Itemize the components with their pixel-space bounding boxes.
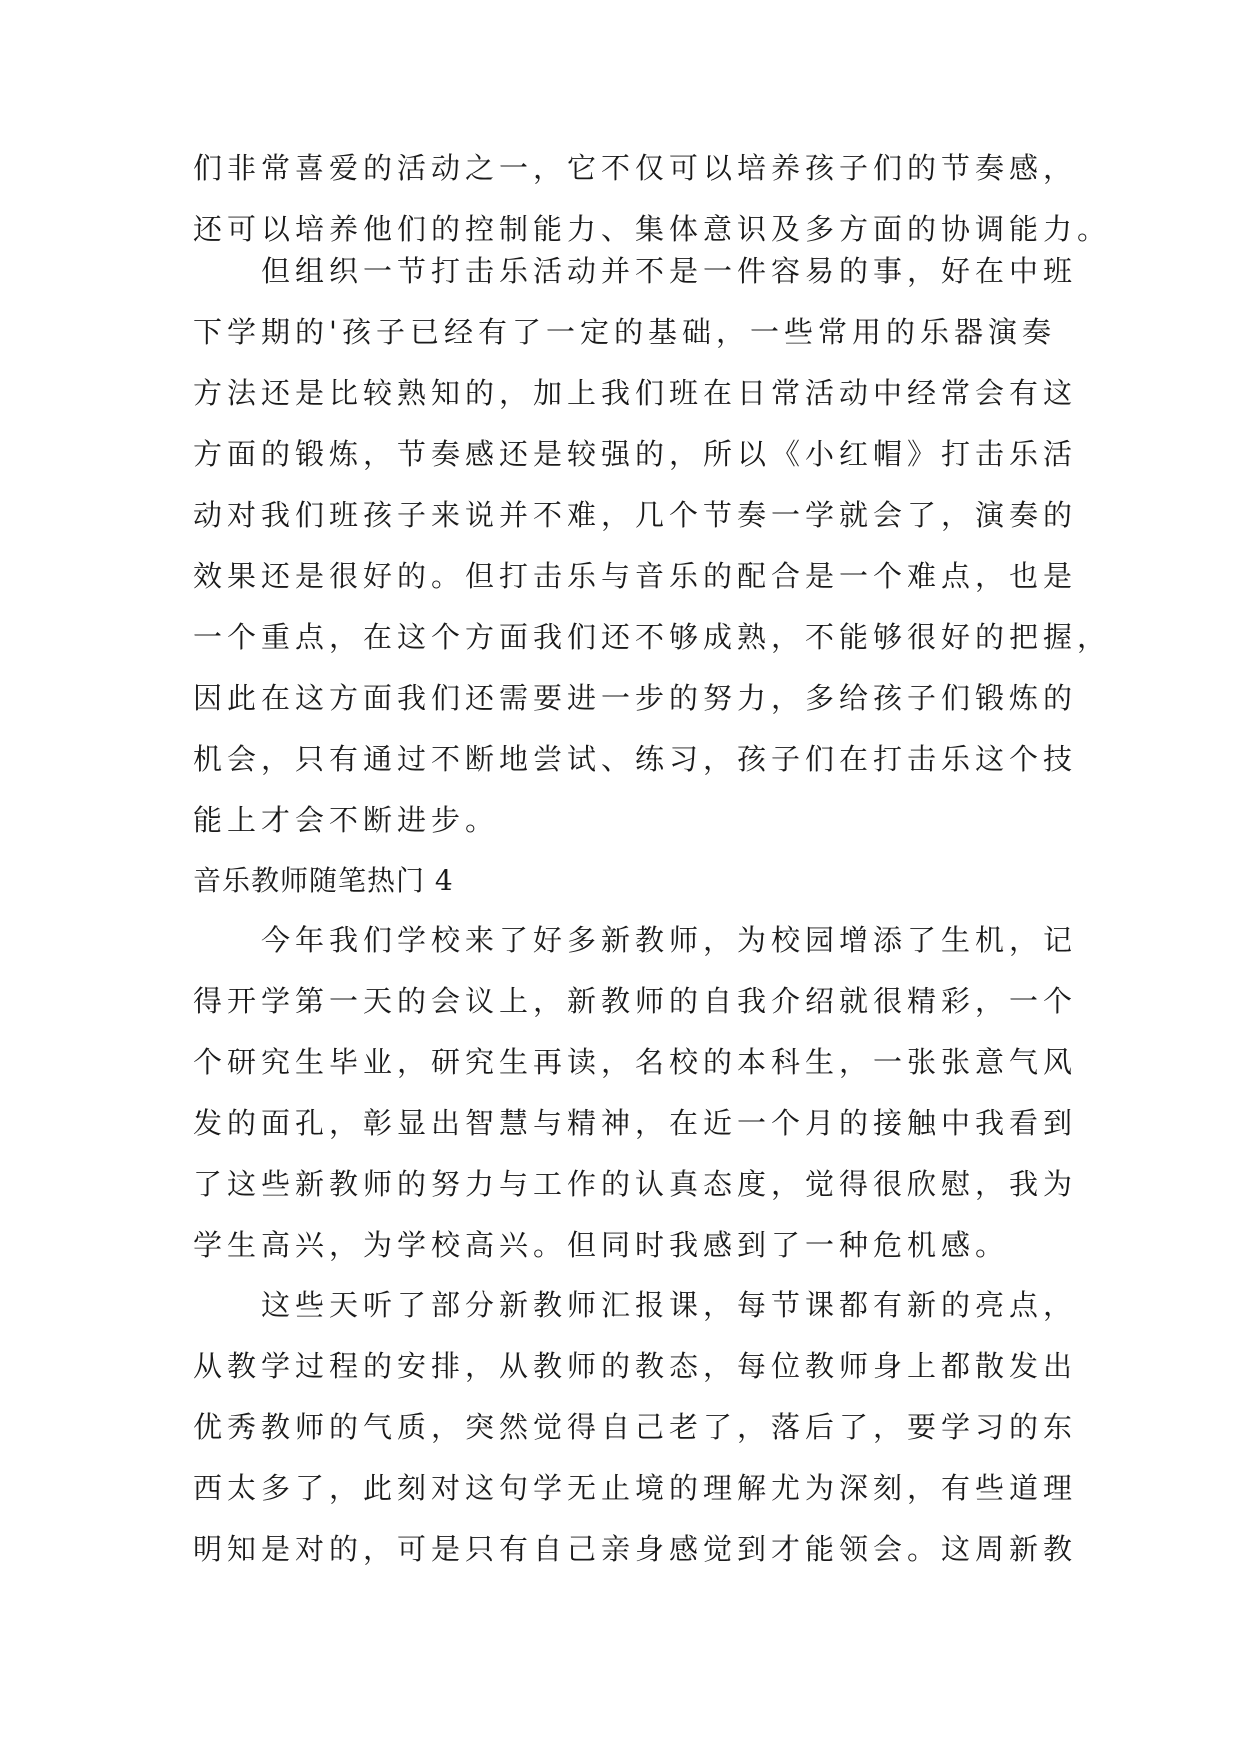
text-line: 明知是对的，可是只有自己亲身感觉到才能领会。这周新教 — [193, 1532, 1078, 1566]
section-heading: 音乐教师随笔热门 4 — [193, 864, 454, 897]
section-heading-block — [193, 851, 1093, 910]
text-line: 西太多了，此刻对这句学无止境的理解尤为深刻，有些道理 — [193, 1471, 1078, 1505]
text-line: 学生高兴，为学校高兴。但同时我感到了一种危机感。 — [193, 1228, 1010, 1262]
text-line: 能上才会不断进步。 — [193, 803, 500, 837]
text-line: 还可以培养他们的控制能力、集体意识及多方面的协调能力。 — [193, 212, 1112, 246]
text-line: 机会，只有通过不断地尝试、练习，孩子们在打击乐这个技 — [193, 742, 1078, 776]
text-line: 今年我们学校来了好多新教师，为校园增添了生机，记 — [193, 923, 1078, 957]
paragraph-percussion — [193, 241, 1112, 851]
text-line: 但组织一节打击乐活动并不是一件容易的事，好在中班 — [193, 254, 1078, 288]
text-line: 发的面孔，彰显出智慧与精神，在近一个月的接触中我看到 — [193, 1106, 1078, 1140]
text-line: 方面的锻炼，节奏感还是较强的，所以《小红帽》打击乐活 — [193, 437, 1078, 471]
text-line: 因此在这方面我们还需要进一步的努力，多给孩子们锻炼的 — [193, 681, 1078, 715]
text-line: 效果还是很好的。但打击乐与音乐的配合是一个难点，也是 — [193, 559, 1078, 593]
text-line: 从教学过程的安排，从教师的教态，每位教师身上都散发出 — [193, 1349, 1078, 1383]
text-line: 优秀教师的气质，突然觉得自己老了，落后了，要学习的东 — [193, 1410, 1078, 1444]
text-line: 了这些新教师的努力与工作的认真态度，觉得很欣慰，我为 — [193, 1167, 1078, 1201]
paragraph-new-teachers — [193, 910, 1093, 1276]
text-line: 们非常喜爱的活动之一，它不仅可以培养孩子们的节奏感， — [193, 151, 1078, 185]
text-line: 这些天听了部分新教师汇报课，每节课都有新的亮点， — [193, 1288, 1078, 1322]
text-line: 动对我们班孩子来说并不难，几个节奏一学就会了，演奏的 — [193, 498, 1078, 532]
paragraph-report-lessons — [193, 1275, 1093, 1580]
text-line: 得开学第一天的会议上，新教师的自我介绍就很精彩，一个 — [193, 984, 1078, 1018]
text-line: 一个重点，在这个方面我们还不够成熟，不能够很好的把握， — [193, 620, 1112, 654]
text-line: 方法还是比较熟知的，加上我们班在日常活动中经常会有这 — [193, 376, 1078, 410]
text-line: 个研究生毕业，研究生再读，名校的本科生，一张张意气风 — [193, 1045, 1078, 1079]
text-line: 下学期的'孩子已经有了一定的基础，一些常用的乐器演奏 — [193, 315, 1056, 349]
